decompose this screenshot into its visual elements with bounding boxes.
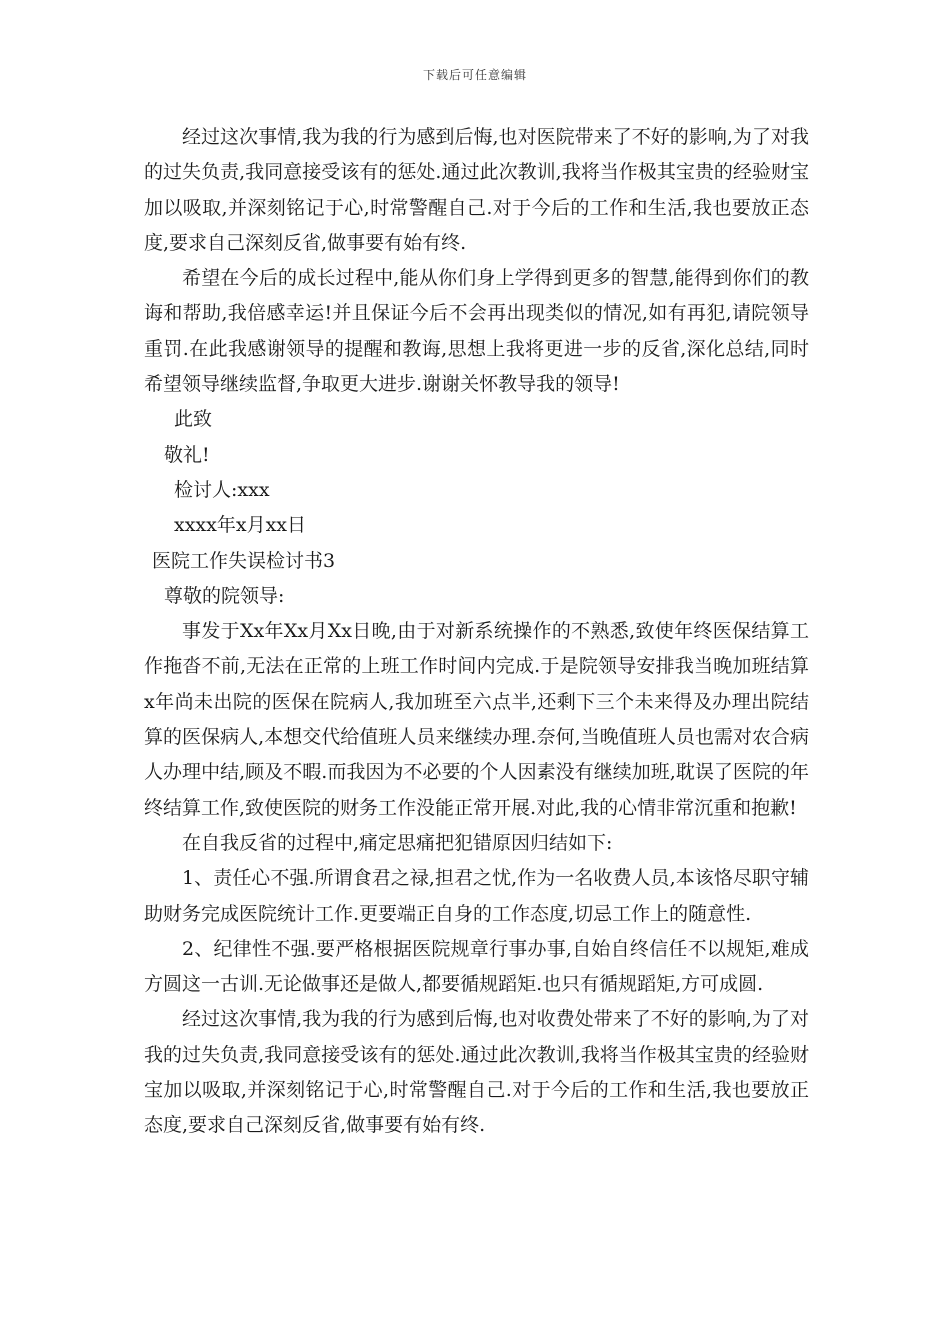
salutation: 尊敬的院领导: [164,584,285,607]
paragraph-incident: 事发于Xx年Xx月Xx日晚,由于对新系统操作的不熟悉,致使年终医保结算工作拖沓不前,无法在正常的上班工作时间内完成.于是院领导安排我当晚加班结算x年尚未出院的医保在院病人,我加班至六点半,还剩下三个未来得及办理出院结算的医保病人,本想交代给值班人员来继续办理.奈何,当晚值班人员也需对农合病人办理中结,顾及不暇.而我因为不必要的个人因素没有继续加班,耽误了医院的年终结算工作,致使医院的财务工作没能正常开展.对此,我的心情非常沉重和抱歉! [144,620,809,819]
paragraph-reflection: 在自我反省的过程中,痛定思痛把犯错原因归结如下: [182,831,613,854]
paragraph-regret: 经过这次事情,我为我的行为感到后悔,也对医院带来了不好的影响,为了对我的过失负责,我同意接受该有的惩处.通过此次教训,我将当作极其宝贵的经验财宝加以吸取,并深刻铭记于心,时常警醒自己.对于今后的工作和生活,我也要放正态度,要求自己深刻反省,做事要有始有终. [144,126,809,254]
closing-line-2: 敬礼! [164,443,210,466]
paragraph-reason-1: 1、责任心不强.所谓食君之禄,担君之忧,作为一名收费人员,本该恪尽职守辅助财务完成医院统计工作.更要端正自身的工作态度,切忌工作上的随意性. [144,867,809,925]
paragraph-reason-2: 2、纪律性不强.要严格根据医院规章行事办事,自始自终信任不以规矩,难成方圆这一古训.无论做事还是做人,都要循规蹈矩.也只有循规蹈矩,方可成圆. [144,937,809,996]
section-title: 医院工作失误检讨书3 [152,549,336,572]
date-line: xxxx年x月xx日 [174,514,307,537]
header-note: 下载后可任意编辑 [422,68,527,82]
paragraph-conclusion: 经过这次事情,我为我的行为感到后悔,也对收费处带来了不好的影响,为了对我的过失负责,我同意接受该有的惩处.通过此次教训,我将当作极其宝贵的经验财宝加以吸取,并深刻铭记于心,时常警醒自己.对于今后的工作和生活,我也要放正态度,要求自己深刻反省,做事要有始有终. [144,1008,809,1137]
paragraph-hope: 希望在今后的成长过程中,能从你们身上学得到更多的智慧,能得到你们的教诲和帮助,我倍感幸运!并且保证今后不会再出现类似的情况,如有再犯,请院领导重罚.在此我感谢领导的提醒和教诲,思想上我将更进一步的反省,深化总结,同时希望领导继续监督,争取更大进步.谢谢关怀教导我的领导! [144,267,809,396]
document-body [144,120,809,1144]
signer-line: 检讨人:xxx [174,478,270,501]
closing-line-1: 此致 [174,408,213,431]
